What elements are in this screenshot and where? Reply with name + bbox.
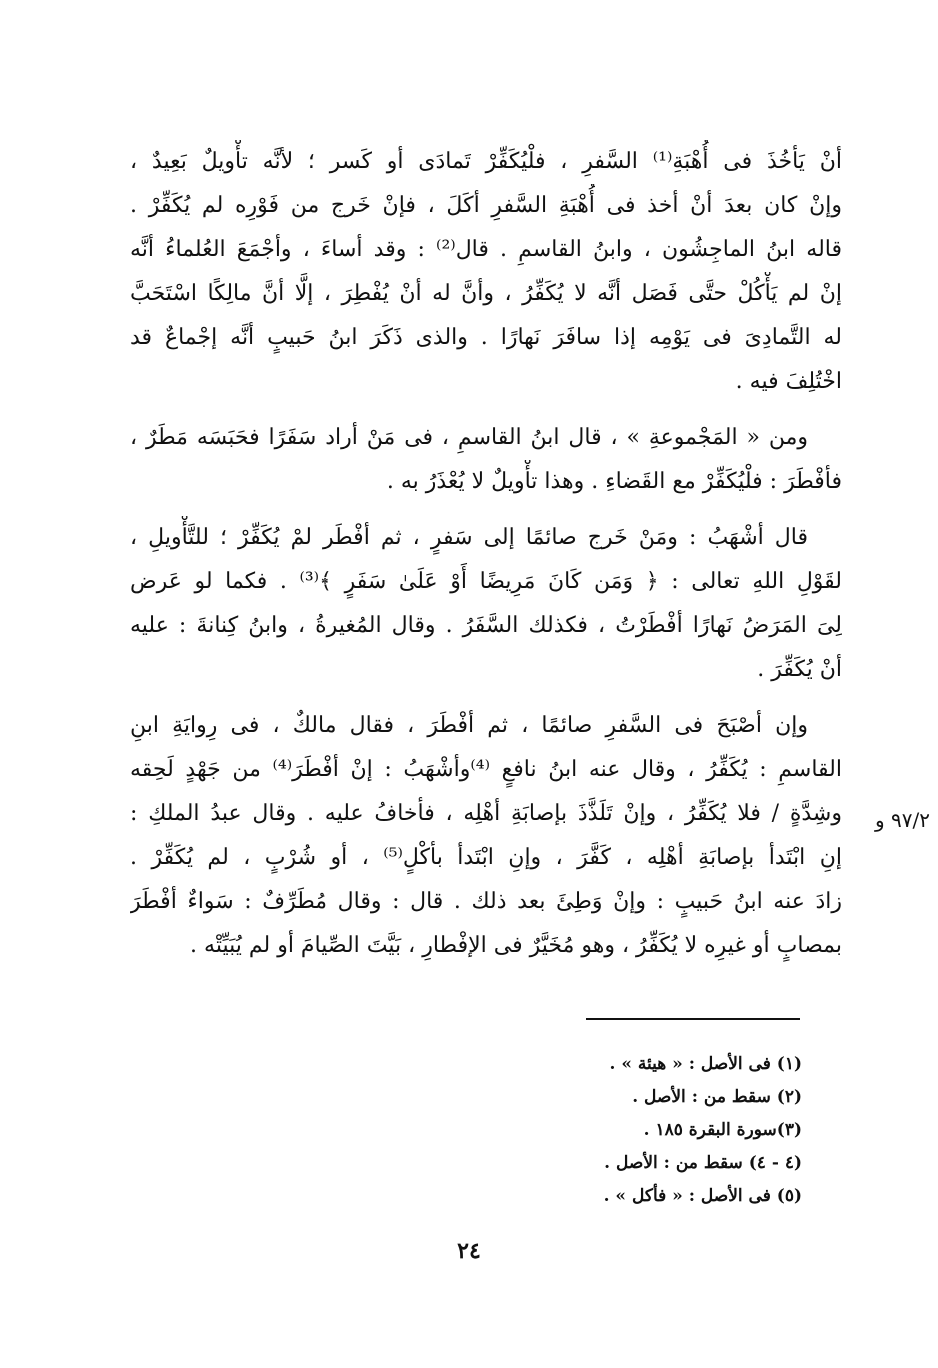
text-line: وشِدَّةٍ / فلا يُكَفِّرُ ، وإنْ تَلَذَّذَ بإصابَةِ أهْلِه ، فأخافُ عليه . وقال عبدُ الملكِ : [130,801,842,826]
text-line: زادَ عنه ابنُ حَبيبٍ : وإنْ وَطِئَ بعد ذلك . قال : وقال مُطَرِّفٌ : سَواءٌ أفْطَرَ [130,889,842,914]
text-line: وإنْ كان بعدَ أنْ أخذ فى أُهْبَةِ السَّفرِ أكَلَ ، فإنْ خَرج من فَوْرِه لم يُكَفِّرْ . [130,193,842,218]
page-number: ٢٤ [457,1238,481,1264]
footnote-divider [586,1018,800,1020]
paragraph-2 [130,416,842,504]
text-line: قال أشْهَبُ : ومَنْ خَرج صائمًا إلى سَفرٍ ، ثم أفْطَر لمْ يُكَفِّرْ ؛ للتَّأْويلِ ، [130,525,808,550]
text-line: له التَّمادِىَ فى يَوْمِه إذا سافَرَ نَهارًا . والذى ذَكَرَ ابنُ حَبيبٍ أنَّه إجْماعٌ قد [130,325,842,350]
footnote: (٢) سقط من : الأصل . [632,1087,802,1107]
text-line: لقَوْلِ اللهِ تعالى : ﴿ وَمَن كَانَ مَرِيضًا أَوْ عَلَىٰ سَفَرٍ ﴾⁽³⁾ . فكما لو عَرض [130,569,842,594]
footnote: (١) فى الأصل : « هيئة » . [609,1054,802,1074]
text-line: اخْتُلِفَ فيه . [735,369,842,394]
footnotes [460,1048,802,1213]
text-line: بمصابٍ أو غيرِه لا يُكَفِّرُ ، وهو مُخَيَّرٌ فى الإفْطارِ ، بَيَّتَ الصِّيامَ أو لم يُبَيِّتْه . [190,933,842,958]
text-line: إنْ لم يَأْكُلْ حتَّى فَصَل أنَّه لا يُكَفِّرُ ، وأنَّ له أنْ يُفْطِرَ ، إلَّا أنَّ مالِكًا اسْتَحَبَّ [130,281,842,306]
main-text [130,140,842,980]
footnote: (٥) فى الأصل : « فأكل » . [603,1186,802,1206]
margin-folio-reference: ٩٧/٢ و [875,808,930,832]
text-line: وإن أصْبَحَ فى السَّفرِ صائمًا ، ثم أفْطَرَ ، فقال مالكٌ ، فى رِوايَةِ ابنِ [130,713,808,738]
footnote: (٤ - ٤) سقط من : الأصل . [604,1153,802,1173]
paragraph-4 [130,704,842,968]
text-line: ومن « المَجْموعةِ » ، قال ابنُ القاسمِ ، فى مَنْ أراد سَفَرًا فحَبَسَه مَطَرٌ ، [130,425,808,450]
paragraph-1 [130,140,842,404]
footnote: (٣)سورة البقرة ١٨٥ . [643,1120,802,1140]
paragraph-3 [130,516,842,692]
text-line: القاسمِ : يُكَفِّرُ ، وقال عنه ابنُ نافعٍ ⁽⁴⁾وأشْهَبُ : إنْ أفْطَرَ⁽⁴⁾ من جَهْدٍ لَحِقه [130,757,842,782]
text-line: قاله ابنُ الماجِشُون ، وابنُ القاسمِ . قال⁽²⁾ : وقد أساءَ ، وأجْمَعَ العُلماءُ أنَّه [130,237,842,262]
text-line: فأفْطَرَ : فلْيُكَفِّرْ مع القَضاءِ . وهذا تأْويلٌ لا يُعْذَرُ به . [386,469,842,494]
text-line: أنْ يُكَفِّرَ . [757,657,842,682]
text-line: لِىَ المَرَضُ نَهارًا أفْطَرْتُ ، فكذلك السَّفَرُ . وقال المُغيرةُ ، وابنُ كِنانةَ : عليه [130,613,842,638]
text-line: إنِ ابْتَدأ بإصابَةِ أهْلِه ، كَفَّرَ ، وإنِ ابْتَدأ بأكْلٍ⁽⁵⁾ ، أو شُرْبٍ ، لم يُكَفِّرْ . [130,845,842,870]
text-line: أنْ يَأخُذَ فى أُهْبَةِ⁽¹⁾ السَّفرِ ، فلْيُكَفِّرْ تَمادَى أو كَسر ؛ لأنَّه تأْويلٌ بَعِيدٌ ، [130,149,842,174]
